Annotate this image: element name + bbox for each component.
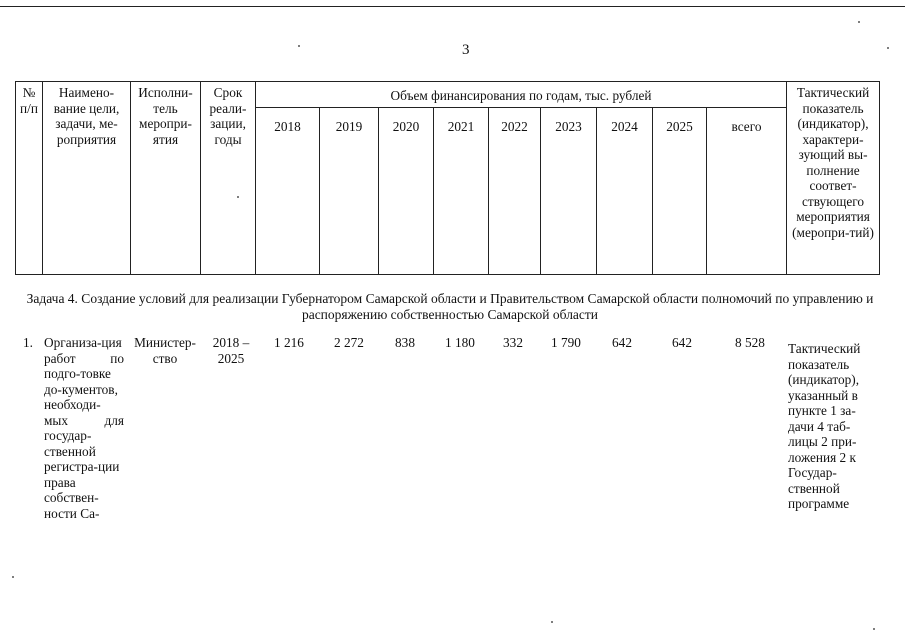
header-year-2018: 2018	[256, 108, 320, 275]
header-year-2020: 2020	[379, 108, 434, 275]
row-value-2023: 1 790	[551, 335, 581, 350]
scan-speck	[887, 47, 889, 49]
header-year-2025: 2025	[653, 108, 707, 275]
scan-speck	[298, 45, 300, 47]
row-value-2022: 332	[503, 335, 523, 350]
header-number: № п/п	[16, 82, 43, 275]
header-year-2024: 2024	[597, 108, 653, 275]
scan-speck	[858, 21, 860, 23]
page-number: 3	[462, 42, 470, 58]
header-year-2022: 2022	[489, 108, 541, 275]
row-number: 1.	[23, 335, 33, 350]
row-term: 2018 – 2025	[212, 335, 250, 366]
financing-table-header	[15, 81, 880, 275]
page-top-border	[0, 0, 905, 7]
row-value-2025: 642	[672, 335, 692, 350]
row-value-2019: 2 272	[334, 335, 364, 350]
scan-speck	[551, 621, 553, 623]
row-name: Организа-ция работ по подго-товке до-кументов, необходи-мых для государ-ственной регистра-ции права собствен-ности Са-	[44, 335, 124, 521]
header-indicator: Тактический показатель (индикатор), характери-зующий вы-полнение соответ-ствующего мероприятия (меропри-тий)	[787, 82, 880, 275]
row-value-2021: 1 180	[445, 335, 475, 350]
header-name: Наимено-вание цели, задачи, ме-роприятия	[43, 82, 131, 275]
header-financing: Объем финансирования по годам, тыс. рублей	[256, 82, 787, 108]
task-heading: Задача 4. Создание условий для реализации Губернатором Самарской области и Правительством Самарской области полномочий по управлению и распоряжению собственностью Самарской области	[26, 291, 874, 322]
row-value-2018: 1 216	[274, 335, 304, 350]
header-executor: Исполни-тель меропри-ятия	[131, 82, 201, 275]
header-term: Срок реали-зации, годы	[201, 82, 256, 275]
row-indicator: Тактический показатель (индикатор), указанный в пункте 1 за-дачи 4 таб-лицы 2 при-ложения 2 к Государ-ственной программе	[788, 341, 861, 511]
scan-speck	[12, 576, 14, 578]
header-year-2023: 2023	[541, 108, 597, 275]
scan-speck	[873, 628, 875, 630]
row-value-2024: 642	[612, 335, 632, 350]
header-year-2021: 2021	[434, 108, 489, 275]
header-total: всего	[707, 108, 787, 275]
row-executor: Министер-ство	[134, 335, 196, 366]
row-value-2020: 838	[395, 335, 415, 350]
row-value-total: 8 528	[735, 335, 765, 350]
header-year-2019: 2019	[320, 108, 379, 275]
